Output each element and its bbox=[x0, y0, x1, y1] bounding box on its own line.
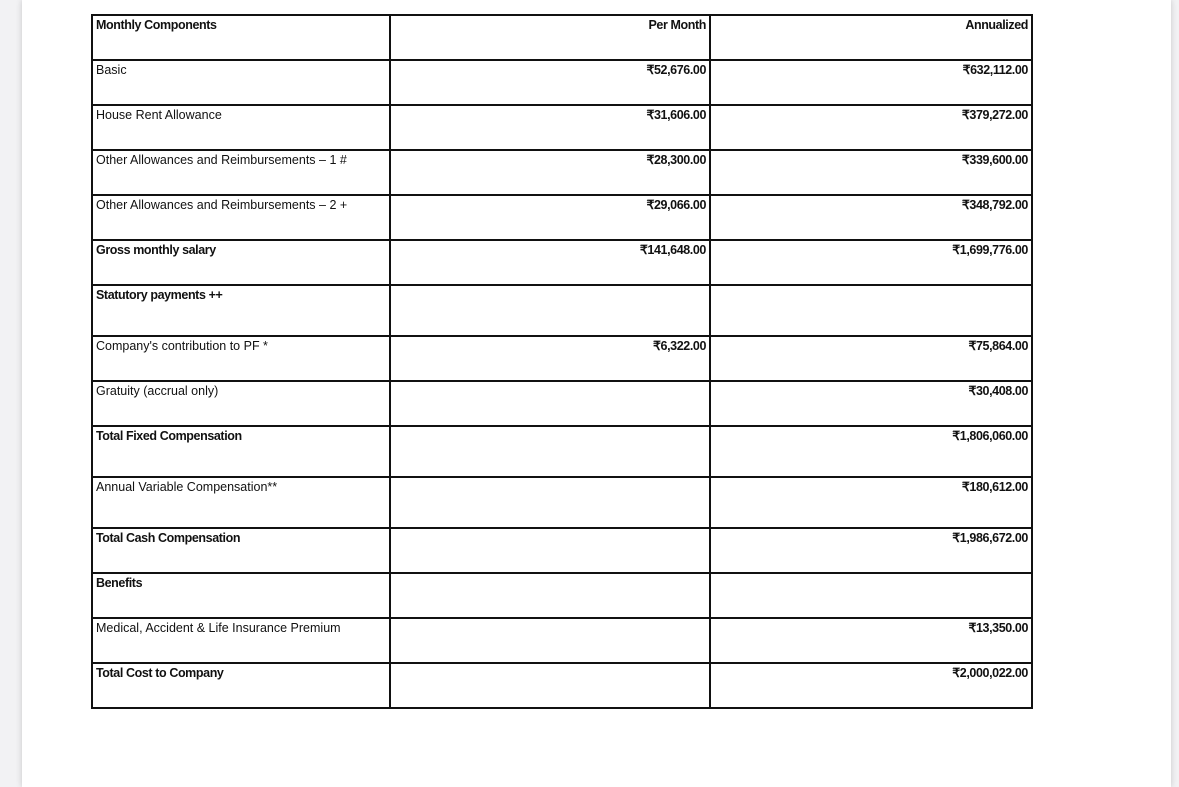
table-row-total-fixed-compensation bbox=[92, 426, 1032, 477]
table-row-gross-monthly-salary bbox=[92, 240, 1032, 285]
table-row-annual-variable-compensation bbox=[92, 477, 1032, 528]
row-label: Total Fixed Compensation bbox=[92, 426, 390, 477]
document-page bbox=[22, 0, 1171, 787]
row-annualized: ₹348,792.00 bbox=[710, 195, 1032, 240]
row-label: Gross monthly salary bbox=[92, 240, 390, 285]
table-row-total-cost-to-company bbox=[92, 663, 1032, 708]
row-label: Statutory payments ++ bbox=[92, 285, 390, 336]
row-annualized: ₹2,000,022.00 bbox=[710, 663, 1032, 708]
table-row-gratuity bbox=[92, 381, 1032, 426]
row-label: Annual Variable Compensation** bbox=[92, 477, 390, 528]
row-label: Basic bbox=[92, 60, 390, 105]
row-annualized: ₹30,408.00 bbox=[710, 381, 1032, 426]
header-annualized: Annualized bbox=[710, 15, 1032, 60]
row-per-month: ₹31,606.00 bbox=[390, 105, 710, 150]
row-label: Other Allowances and Reimbursements – 1 # bbox=[92, 150, 390, 195]
table-row-benefits bbox=[92, 573, 1032, 618]
row-annualized bbox=[710, 285, 1032, 336]
row-annualized bbox=[710, 573, 1032, 618]
table-row-statutory-payments bbox=[92, 285, 1032, 336]
row-per-month bbox=[390, 285, 710, 336]
row-label: House Rent Allowance bbox=[92, 105, 390, 150]
row-annualized: ₹1,699,776.00 bbox=[710, 240, 1032, 285]
row-per-month bbox=[390, 381, 710, 426]
row-label: Total Cost to Company bbox=[92, 663, 390, 708]
row-per-month: ₹141,648.00 bbox=[390, 240, 710, 285]
table-row-total-cash-compensation bbox=[92, 528, 1032, 573]
header-per-month: Per Month bbox=[390, 15, 710, 60]
row-annualized: ₹180,612.00 bbox=[710, 477, 1032, 528]
row-label: Total Cash Compensation bbox=[92, 528, 390, 573]
row-label: Other Allowances and Reimbursements – 2 + bbox=[92, 195, 390, 240]
row-label: Benefits bbox=[92, 573, 390, 618]
row-per-month bbox=[390, 618, 710, 663]
row-annualized: ₹379,272.00 bbox=[710, 105, 1032, 150]
row-per-month: ₹28,300.00 bbox=[390, 150, 710, 195]
row-per-month bbox=[390, 426, 710, 477]
row-per-month: ₹52,676.00 bbox=[390, 60, 710, 105]
row-per-month bbox=[390, 528, 710, 573]
table-row-other-allowances-2 bbox=[92, 195, 1032, 240]
row-per-month: ₹29,066.00 bbox=[390, 195, 710, 240]
row-per-month bbox=[390, 573, 710, 618]
row-annualized: ₹632,112.00 bbox=[710, 60, 1032, 105]
table-row-other-allowances-1 bbox=[92, 150, 1032, 195]
row-per-month: ₹6,322.00 bbox=[390, 336, 710, 381]
row-per-month bbox=[390, 663, 710, 708]
row-label: Gratuity (accrual only) bbox=[92, 381, 390, 426]
row-annualized: ₹75,864.00 bbox=[710, 336, 1032, 381]
row-annualized: ₹13,350.00 bbox=[710, 618, 1032, 663]
row-label: Company's contribution to PF * bbox=[92, 336, 390, 381]
row-per-month bbox=[390, 477, 710, 528]
row-label: Medical, Accident & Life Insurance Premium bbox=[92, 618, 390, 663]
table-row-hra bbox=[92, 105, 1032, 150]
compensation-table bbox=[91, 14, 1033, 709]
row-annualized: ₹339,600.00 bbox=[710, 150, 1032, 195]
header-monthly-components: Monthly Components bbox=[92, 15, 390, 60]
table-row-medical-insurance bbox=[92, 618, 1032, 663]
row-annualized: ₹1,986,672.00 bbox=[710, 528, 1032, 573]
table-row-pf-contribution bbox=[92, 336, 1032, 381]
table-row-basic bbox=[92, 60, 1032, 105]
row-annualized: ₹1,806,060.00 bbox=[710, 426, 1032, 477]
table-header-row bbox=[92, 15, 1032, 60]
